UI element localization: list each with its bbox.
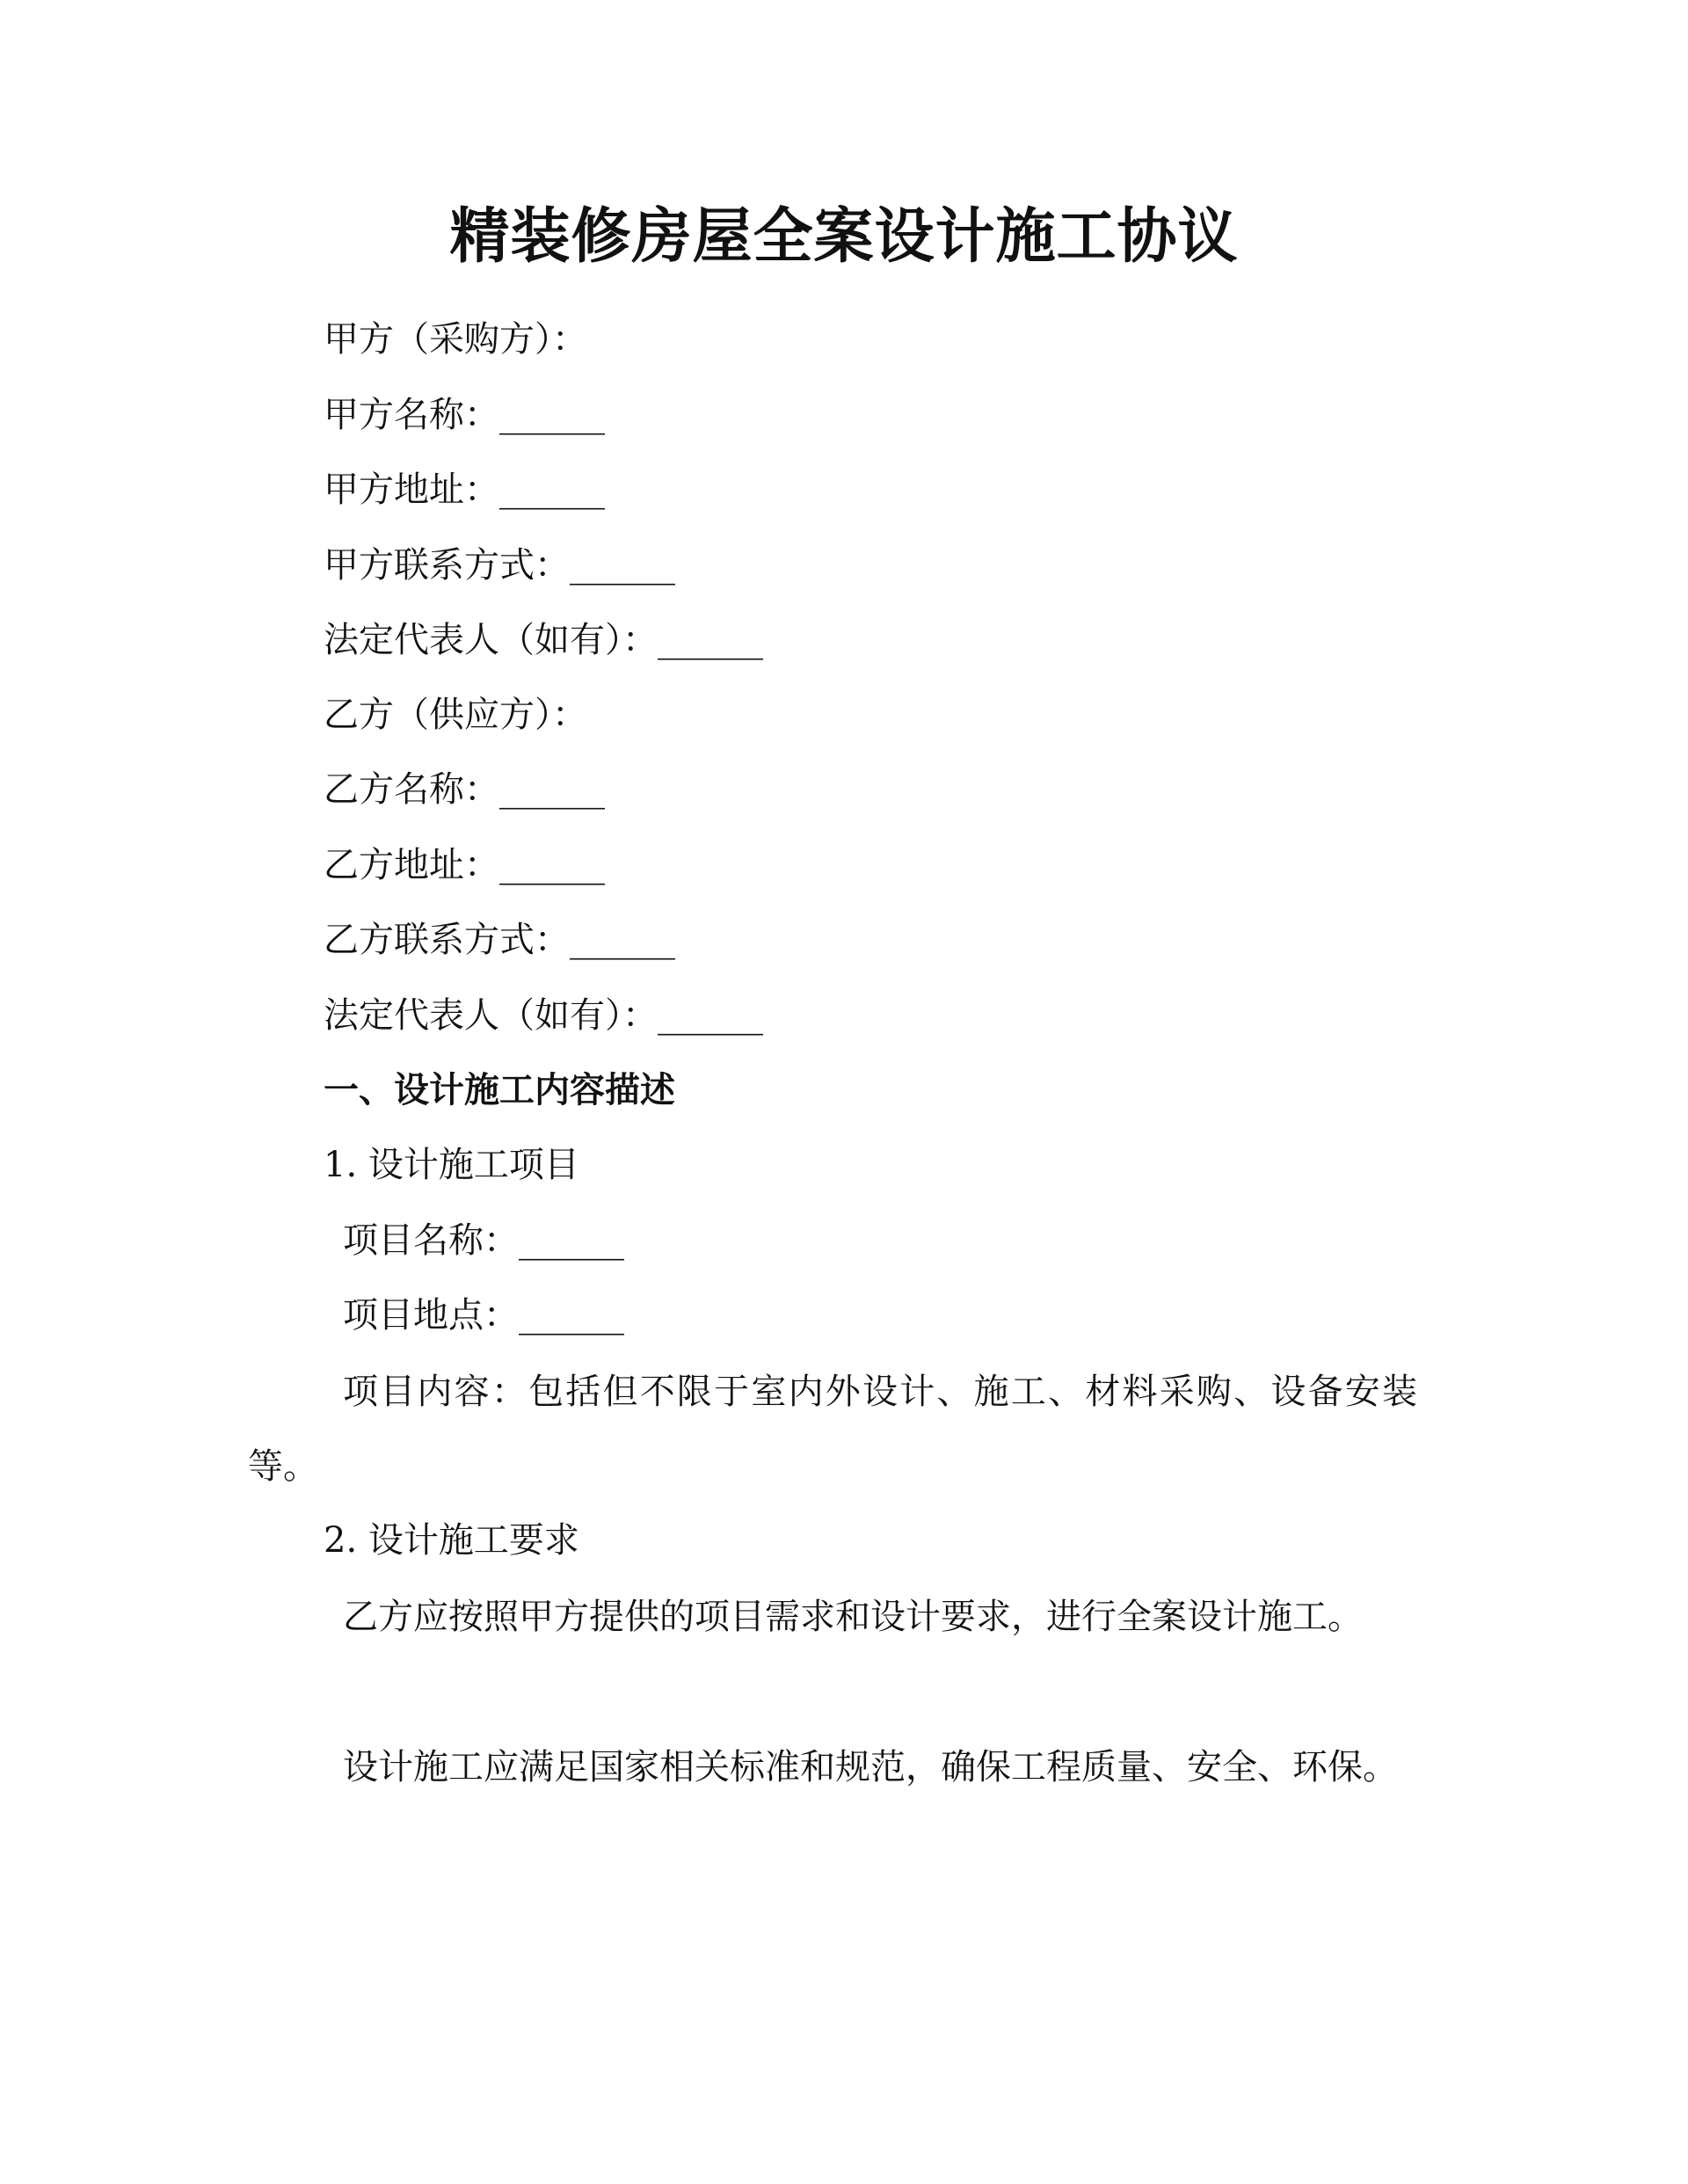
party-b-contact: 乙方联系方式：______ (324, 920, 675, 960)
project-location: 项目地点：______ (343, 1295, 624, 1336)
requirement-1: 乙方应按照甲方提供的项目需求和设计要求，进行全案设计施工。 (343, 1597, 1363, 1637)
document-title: 精装修房屋全案设计施工协议 (449, 202, 1239, 272)
party-a-address: 甲方地址：______ (324, 470, 605, 510)
project-name: 项目名称：______ (343, 1220, 624, 1261)
project-content: 项目内容：包括但不限于室内外设计、施工、材料采购、设备安装等。 (248, 1372, 1417, 1487)
party-a-contact: 甲方联系方式：______ (324, 545, 675, 586)
party-b-name: 乙方名称：______ (324, 769, 605, 810)
party-b-heading: 乙方（供应方）： (324, 695, 587, 735)
party-a-name: 甲方名称：______ (324, 395, 605, 435)
item-2-heading: 2. 设计施工要求 (324, 1520, 579, 1561)
party-b-address: 乙方地址：______ (324, 845, 605, 885)
party-b-legal-rep: 法定代表人（如有）：______ (324, 995, 763, 1036)
requirement-2: 设计施工应满足国家相关标准和规范，确保工程质量、安全、环保。 (343, 1747, 1398, 1787)
item-1-heading: 1. 设计施工项目 (324, 1145, 579, 1185)
party-a-heading: 甲方（采购方）： (324, 319, 587, 360)
party-a-legal-rep: 法定代表人（如有）：______ (324, 620, 763, 660)
section-1-heading: 一、设计施工内容描述 (324, 1070, 675, 1110)
